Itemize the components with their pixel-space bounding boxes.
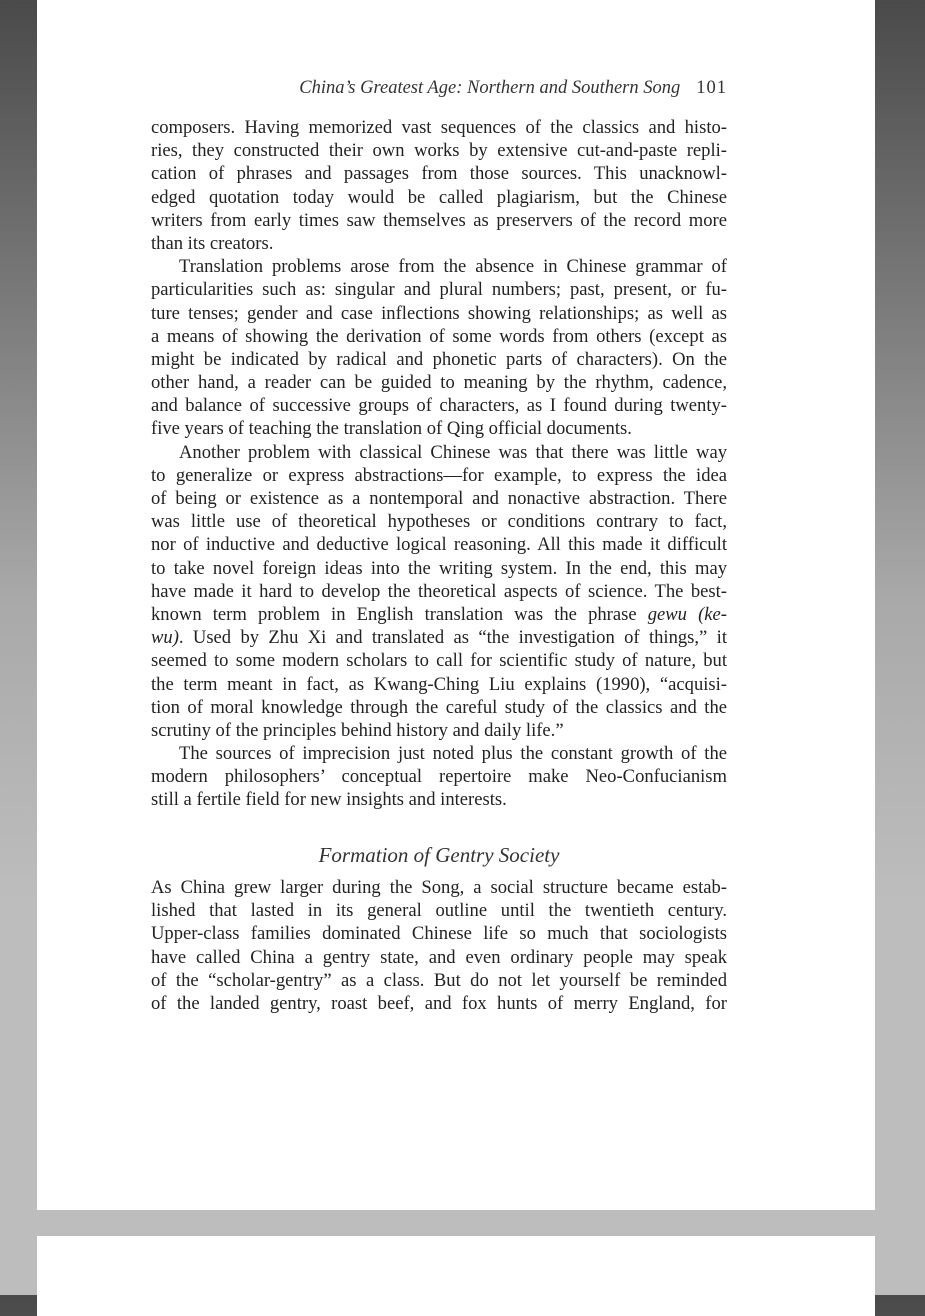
text-segment: still a fertile field for new insights and interests. xyxy=(151,789,507,811)
text-segment: than its creators. xyxy=(151,232,274,254)
text-line xyxy=(151,186,727,209)
section-heading: Formation of Gentry Society xyxy=(318,843,560,867)
text-line xyxy=(151,673,727,696)
text-line xyxy=(151,922,727,945)
text-line xyxy=(151,876,727,899)
text-line xyxy=(151,742,727,765)
text-segment: have called China a gentry state, and even ordinary people may speak xyxy=(151,946,727,968)
text-line xyxy=(151,788,727,811)
text-segment: edged quotation today would be called plagiarism, but the Chinese xyxy=(151,186,727,208)
text-segment: Upper-class families dominated Chinese life so much that sociologists xyxy=(151,923,727,945)
text-segment: scrutiny of the principles behind history and daily life.” xyxy=(151,719,564,741)
page-separator xyxy=(37,1210,875,1236)
text-line xyxy=(151,348,727,371)
text-line xyxy=(151,371,727,394)
text-segment: the term meant in fact, as Kwang-Ching Liu explains (1990), “acquisi- xyxy=(151,673,727,695)
text-segment: seemed to some modern scholars to call for scientific study of nature, but xyxy=(151,650,727,672)
text-segment: have made it hard to develop the theoretical aspects of science. The best- xyxy=(151,580,727,602)
text-line xyxy=(151,116,727,139)
next-document-page xyxy=(37,1236,875,1316)
text-segment: to generalize or express abstractions—for example, to express the idea xyxy=(151,464,727,486)
text-line xyxy=(151,765,727,788)
text-line xyxy=(151,441,727,464)
text-segment: five years of teaching the translation of Qing official documents. xyxy=(151,418,632,440)
text-segment: nor of inductive and deductive logical reasoning. All this made it difficult xyxy=(151,534,727,556)
text-line xyxy=(151,899,727,922)
text-line xyxy=(151,325,727,348)
text-line xyxy=(151,557,727,580)
text-segment: known term problem in English translation was the phrase xyxy=(151,603,648,625)
text-line xyxy=(151,533,727,556)
text-segment: particularities such as: singular and plural numbers; past, present, or fu- xyxy=(151,279,727,301)
text-segment: ries, they constructed their own works by extensive cut-and-paste repli- xyxy=(151,140,727,162)
running-head xyxy=(151,78,727,99)
text-line xyxy=(151,626,727,649)
text-line xyxy=(151,278,727,301)
text-segment: of the “scholar-gentry” as a class. But do not let yourself be reminded xyxy=(151,969,727,991)
text-line xyxy=(151,696,727,719)
body-text xyxy=(151,116,727,812)
text-segment: As China grew larger during the Song, a social structure became estab- xyxy=(151,877,727,898)
page-number: 101 xyxy=(696,78,727,98)
text-line xyxy=(151,580,727,603)
text-line xyxy=(151,946,727,969)
text-segment: a means of showing the derivation of some words from others (except as xyxy=(151,325,727,347)
text-segment: ture tenses; gender and case inflections showing relationships; as well as xyxy=(151,302,727,324)
text-segment: writers from early times saw themselves as preservers of the record more xyxy=(151,209,727,231)
text-line xyxy=(151,649,727,672)
text-line xyxy=(151,209,727,232)
text-line xyxy=(151,139,727,162)
text-segment: composers. Having memorized vast sequences of the classics and histo- xyxy=(151,117,727,138)
text-segment: and balance of successive groups of characters, as I found during twenty- xyxy=(151,395,727,417)
text-segment: other hand, a reader can be guided to meaning by the rhythm, cadence, xyxy=(151,372,727,394)
text-segment: Another problem with classical Chinese was that there was little way xyxy=(179,441,727,463)
text-line xyxy=(151,719,727,742)
text-line xyxy=(151,992,727,1015)
text-segment: was little use of theoretical hypotheses or conditions contrary to fact, xyxy=(151,511,727,533)
text-line xyxy=(151,417,727,440)
text-segment: modern philosophers’ conceptual repertoire make Neo-Confucianism xyxy=(151,766,727,788)
text-line xyxy=(151,302,727,325)
body-text-section xyxy=(151,876,727,1015)
text-segment: The sources of imprecision just noted plus the constant growth of the xyxy=(179,743,727,765)
text-line xyxy=(151,255,727,278)
text-segment: lished that lasted in its general outline until the twentieth century. xyxy=(151,900,727,922)
text-segment: tion of moral knowledge through the careful study of the classics and the xyxy=(151,696,727,718)
text-segment: of the landed gentry, roast beef, and fox hunts of merry England, for xyxy=(151,992,727,1014)
text-line xyxy=(151,969,727,992)
text-segment: Translation problems arose from the absence in Chinese grammar of xyxy=(179,256,727,278)
running-head-title: China’s Greatest Age: Northern and Southern Song xyxy=(299,78,681,98)
text-line xyxy=(151,464,727,487)
text-line xyxy=(151,232,727,255)
text-line xyxy=(151,603,727,626)
document-page xyxy=(37,0,875,1210)
italic-term: wu) xyxy=(151,627,179,649)
text-line xyxy=(151,394,727,417)
text-line xyxy=(151,510,727,533)
text-segment: might be indicated by radical and phonetic parts of characters). On the xyxy=(151,348,727,370)
text-segment: to take novel foreign ideas into the writing system. In the end, this may xyxy=(151,557,727,579)
text-segment: . Used by Zhu Xi and translated as “the investigation of things,” it xyxy=(178,627,727,649)
text-line xyxy=(151,487,727,510)
text-segment: of being or existence as a nontemporal and nonactive abstraction. There xyxy=(151,488,727,509)
text-line xyxy=(151,162,727,185)
text-segment: cation of phrases and passages from those sources. This unacknowl- xyxy=(151,163,727,185)
italic-term: gewu (ke- xyxy=(647,603,727,625)
